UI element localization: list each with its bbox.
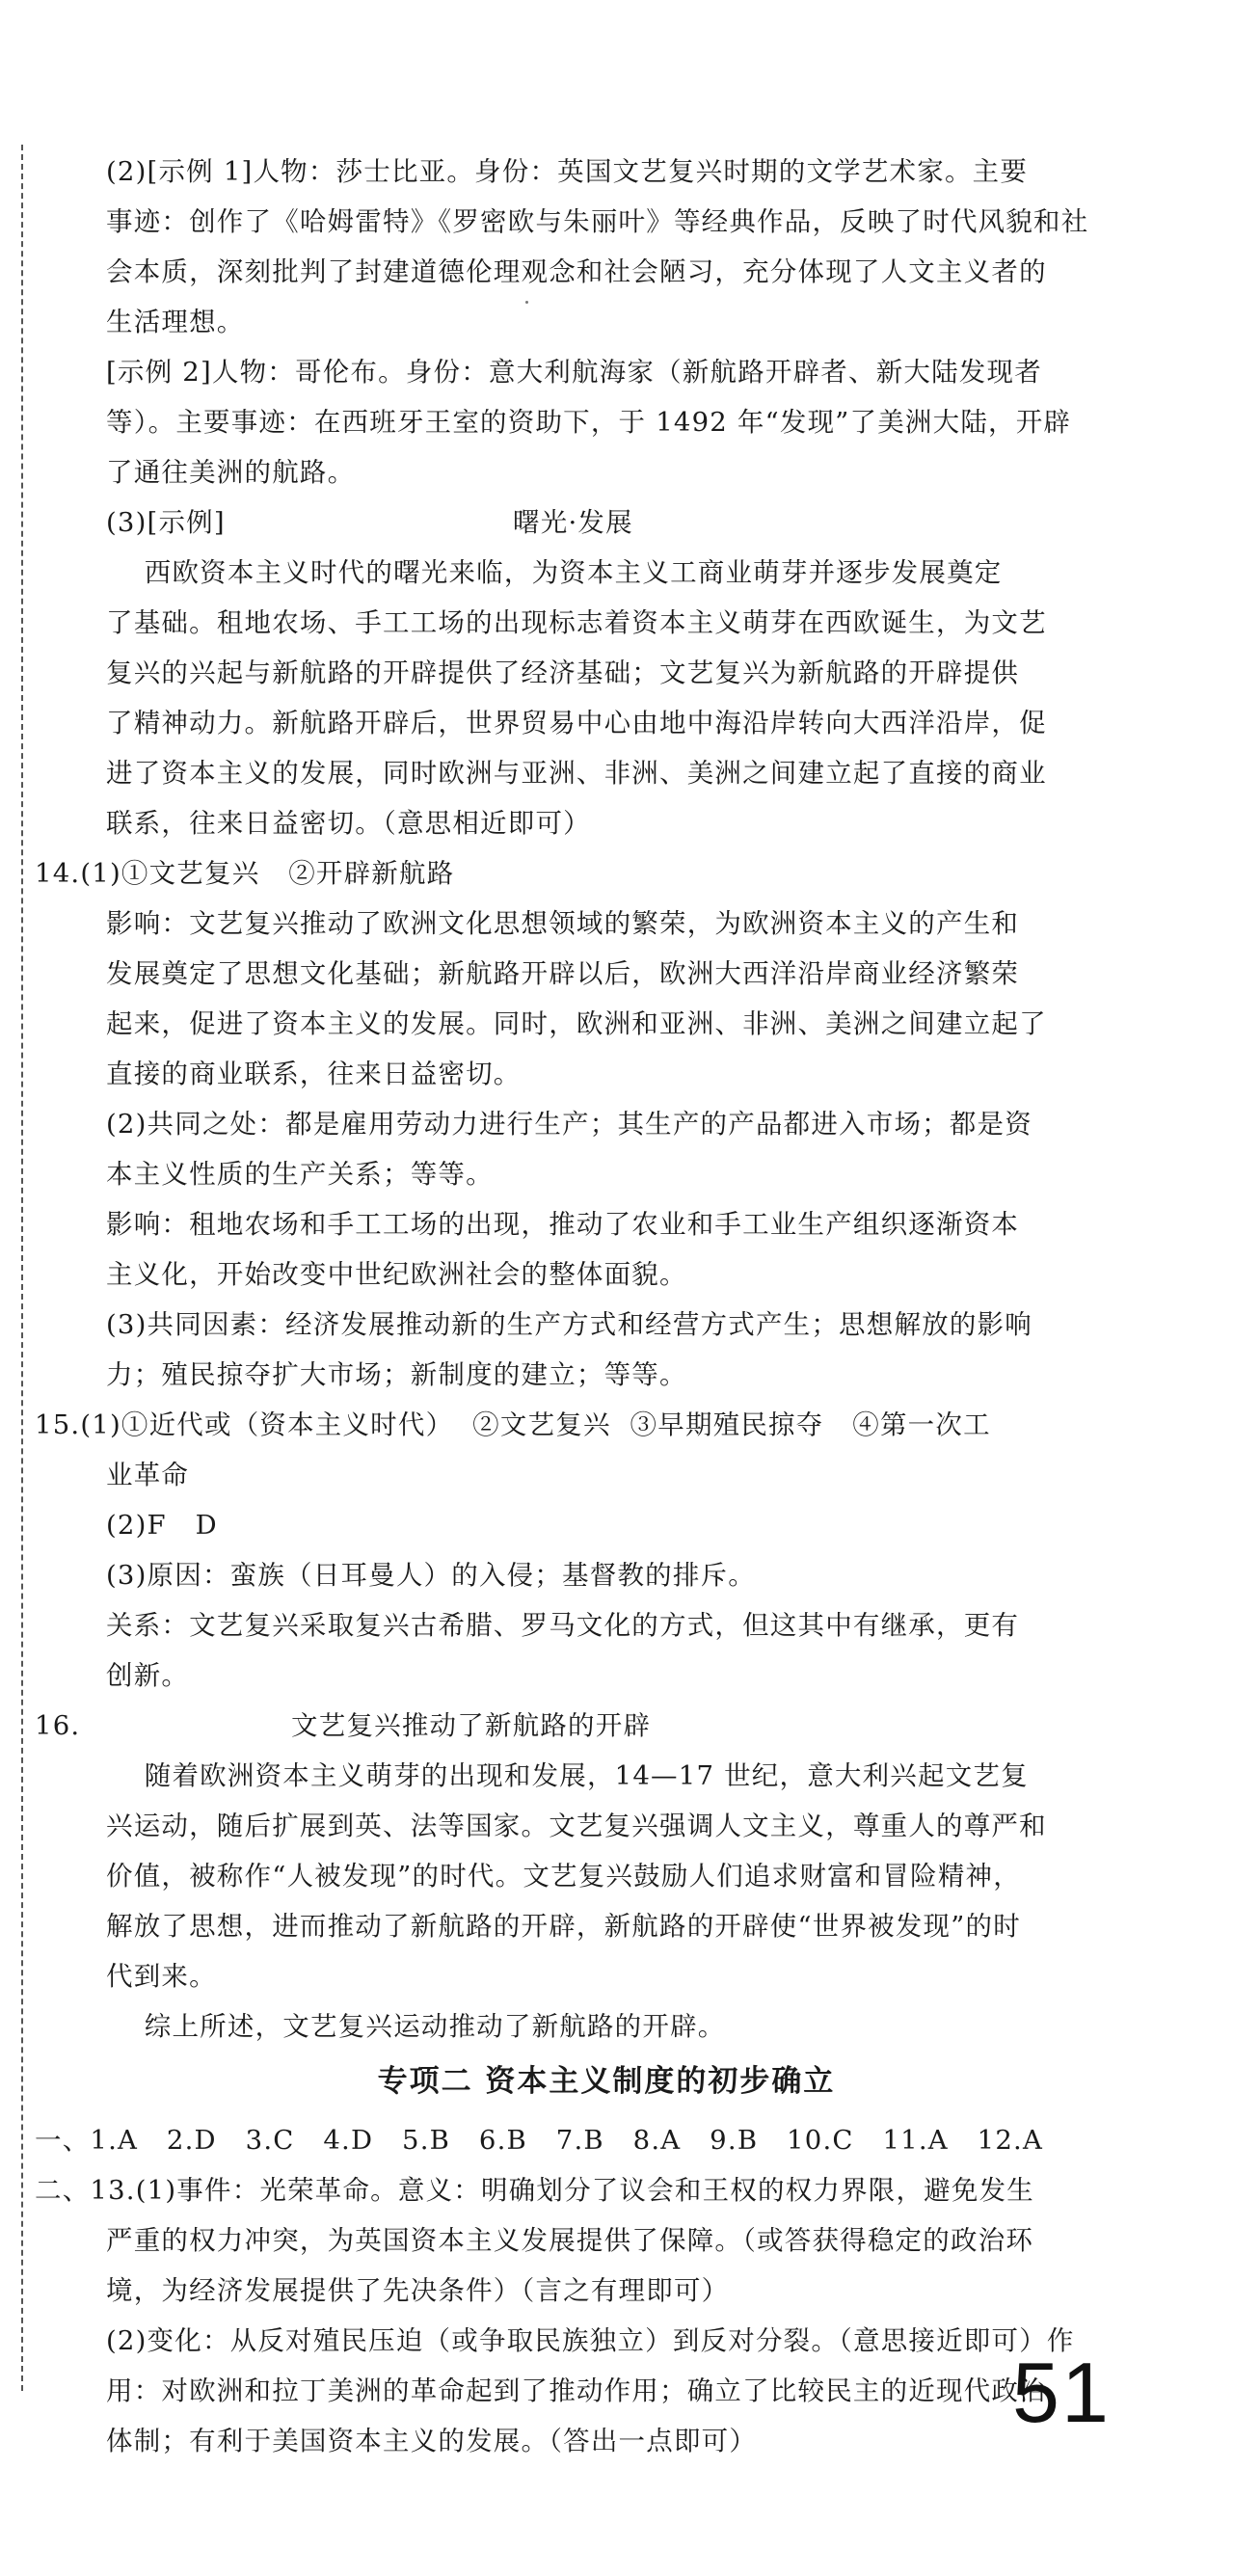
text-line: 主义化，开始改变中世纪欧洲社会的整体面貌。 (106, 1259, 687, 1290)
text-line: 影响：文艺复兴推动了欧洲文化思想领域的繁荣，为欧洲资本主义的产生和 (106, 908, 1020, 939)
text-line: 价值，被称作“人被发现”的时代。文艺复兴鼓励人们追求财富和冒险精神， (106, 1861, 1021, 1892)
text-line: 14.(1)①文艺复兴 ②开辟新航路 (35, 858, 455, 889)
text-line: (2)F D (106, 1510, 218, 1541)
text-line: 16. 文艺复兴推动了新航路的开辟 (35, 1710, 652, 1741)
text-line: [示例 2]人物：哥伦布。身份：意大利航海家（新航路开辟者、新大陆发现者 (106, 357, 1042, 388)
answer-block-2 (35, 2115, 1118, 2466)
text-line: 复兴的兴起与新航路的开辟提供了经济基础；文艺复兴为新航路的开辟提供 (106, 657, 1020, 688)
text-line: 解放了思想，进而推动了新航路的开辟，新航路的开辟使“世界被发现”的时 (106, 1911, 1021, 1942)
text-line: 体制；有利于美国资本主义的发展。（答出一点即可） (106, 2426, 758, 2456)
text-line: 了精神动力。新航路开辟后，世界贸易中心由地中海沿岸转向大西洋沿岸，促 (106, 708, 1047, 738)
text-line: 会本质，深刻批判了封建道德伦理观念和社会陋习，充分体现了人文主义者的 (106, 256, 1047, 287)
text-line: 随着欧洲资本主义萌芽的出现和发展，14—17 世纪，意大利兴起文艺复 (106, 1760, 1029, 1791)
text-line: 本主义性质的生产关系；等等。 (106, 1159, 494, 1190)
text-line: 力；殖民掠夺扩大市场；新制度的建立；等等。 (106, 1359, 687, 1390)
text-line: 生活理想。 (106, 307, 245, 337)
text-line: 事迹：创作了《哈姆雷特》《罗密欧与朱丽叶》等经典作品，反映了时代风貌和社 (106, 206, 1089, 237)
text-line: 兴运动，随后扩展到英、法等国家。文艺复兴强调人文主义，尊重人的尊严和 (106, 1811, 1047, 1841)
answer-block-1 (35, 147, 1118, 2052)
page-number: 51 (1012, 2345, 1111, 2440)
text-line: 了基础。租地农场、手工工场的出现标志着资本主义萌芽在西欧诞生，为文艺 (106, 607, 1047, 638)
text-line: 西欧资本主义时代的曙光来临，为资本主义工商业萌芽并逐步发展奠定 (106, 557, 1003, 588)
binding-dashed-line (21, 145, 23, 2391)
text-line: 二、13.(1)事件：光荣革命。意义：明确划分了议会和王权的权力界限，避免发生 (35, 2175, 1034, 2206)
answer-content (35, 147, 1118, 2466)
section-title: 专项二 资本主义制度的初步确立 (377, 2064, 836, 2099)
text-line: 联系，往来日益密切。（意思相近即可） (106, 808, 591, 839)
text-line: 15.(1)①近代或（资本主义时代） ②文艺复兴 ③早期殖民掠夺 ④第一次工 (35, 1409, 991, 1440)
text-line: 业革命 (106, 1460, 190, 1490)
text-line: 起来，促进了资本主义的发展。同时，欧洲和亚洲、非洲、美洲之间建立起了 (106, 1008, 1047, 1039)
text-line: (3)共同因素：经济发展推动新的生产方式和经营方式产生；思想解放的影响 (106, 1309, 1032, 1340)
text-line: 了通往美洲的航路。 (106, 457, 356, 488)
text-line: 进了资本主义的发展，同时欧洲与亚洲、非洲、美洲之间建立起了直接的商业 (106, 758, 1047, 789)
text-line: 关系：文艺复兴采取复兴古希腊、罗马文化的方式，但这其中有继承，更有 (106, 1610, 1020, 1641)
text-line: 一、1.A 2.D 3.C 4.D 5.B 6.B 7.B 8.A 9.B 10.C 11.A 12.A (35, 2125, 1044, 2156)
text-line: 直接的商业联系，往来日益密切。 (106, 1059, 522, 1089)
text-line: (2)共同之处：都是雇用劳动力进行生产；其生产的产品都进入市场；都是资 (106, 1109, 1032, 1140)
text-line: 发展奠定了思想文化基础；新航路开辟以后，欧洲大西洋沿岸商业经济繁荣 (106, 958, 1020, 989)
text-line: 影响：租地农场和手工工场的出现，推动了农业和手工业生产组织逐渐资本 (106, 1209, 1020, 1240)
text-line: 用：对欧洲和拉丁美洲的革命起到了推动作用；确立了比较民主的近现代政治 (106, 2375, 1047, 2406)
text-line: 创新。 (106, 1660, 190, 1691)
text-line: (3)[示例] 曙光·发展 (106, 507, 633, 538)
text-line: 等）。主要事迹：在西班牙王室的资助下，于 1492 年“发现”了美洲大陆，开辟 (106, 407, 1072, 438)
text-line: 境，为经济发展提供了先决条件）（言之有理即可） (106, 2275, 730, 2306)
text-line: (2)[示例 1]人物：莎士比亚。身份：英国文艺复兴时期的文学艺术家。主要 (106, 156, 1029, 187)
text-line: 综上所述，文艺复兴运动推动了新航路的开辟。 (106, 2011, 726, 2042)
text-line: (3)原因：蛮族（日耳曼人）的入侵；基督教的排斥。 (106, 1560, 756, 1591)
text-line: 代到来。 (106, 1961, 217, 1992)
text-line: (2)变化：从反对殖民压迫（或争取民族独立）到反对分裂。（意思接近即可）作 (106, 2325, 1075, 2356)
text-line: 严重的权力冲突，为英国资本主义发展提供了保障。（或答获得稳定的政治环 (106, 2225, 1034, 2256)
